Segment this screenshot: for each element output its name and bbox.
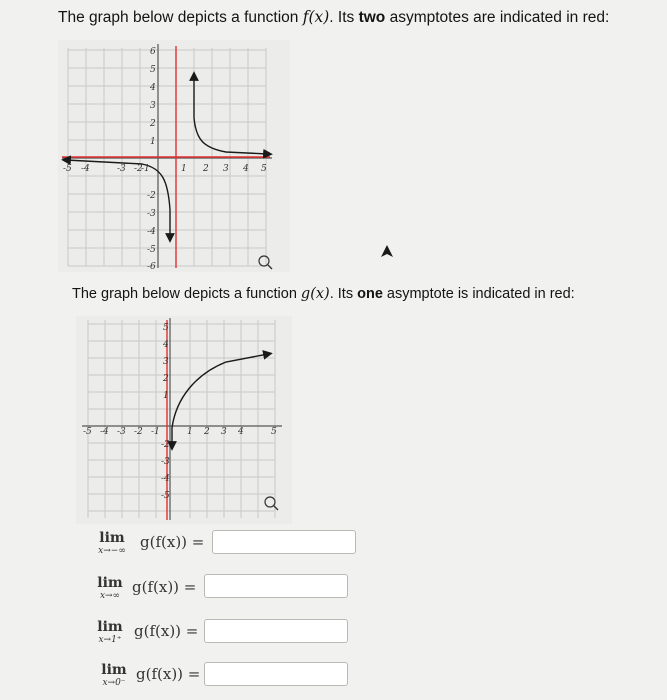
lim-expression: g(f(x)) =: [140, 533, 205, 551]
graph-f-y-label: -6: [147, 262, 156, 272]
limit-row-2: [90, 575, 197, 601]
graph-g-y-label: 2: [163, 374, 169, 384]
graph-g-y-label: -5: [161, 491, 170, 501]
heading-g-bold: one: [357, 286, 383, 302]
answer-input-4[interactable]: [204, 662, 348, 686]
lim-word: lim: [97, 619, 123, 635]
graph-f-x-label: -3: [117, 164, 126, 174]
graph-g-y-label: -4: [161, 474, 170, 484]
limit-row-3: [90, 619, 199, 645]
graph-f: [58, 40, 290, 272]
answer-input-1[interactable]: [212, 530, 356, 554]
graph-f-x-label: 2: [203, 164, 209, 174]
heading-f-bold: two: [358, 9, 386, 26]
heading-g-suffix: asymptote is indicated in red:: [382, 286, 575, 302]
graph-f-y-label: 5: [150, 65, 156, 75]
graph-g-x-label: 1: [187, 427, 193, 437]
graph-g-y-label: 1: [163, 391, 169, 401]
graph-f-x-label: 4: [243, 164, 249, 174]
graph-g: [76, 316, 292, 524]
answer-input-2[interactable]: [204, 574, 348, 598]
graph-f-y-label: 2: [150, 119, 156, 129]
graph-g-x-label: -4: [100, 427, 109, 437]
lim-word: lim: [99, 530, 125, 546]
lim-expression: g(f(x)) =: [132, 578, 197, 596]
answer-input-3[interactable]: [204, 619, 348, 643]
lim-word: lim: [101, 662, 127, 678]
graph-g-x-label: -1: [151, 427, 160, 437]
heading-g-prefix: The graph below depicts a function: [72, 286, 301, 302]
graph-g-x-label: 3: [221, 427, 227, 437]
heading-f-prefix: The graph below depicts a function: [58, 9, 303, 26]
lim-word: lim: [97, 575, 123, 591]
heading-g: [72, 286, 575, 302]
graph-f-y-label: 4: [150, 83, 156, 93]
graph-g-background: [76, 316, 292, 524]
lim-subscript: x→0⁻: [102, 678, 126, 688]
graph-f-x-label: -2: [134, 164, 143, 174]
graph-f-y-label: 3: [150, 101, 156, 111]
graph-f-x-label: 3: [223, 164, 229, 174]
heading-g-func: g(x): [300, 286, 330, 302]
limit-row-1: [92, 530, 205, 556]
graph-f-y-label: 1: [150, 137, 156, 147]
graph-g-y-label: 5: [163, 323, 169, 333]
graph-g-x-label: -3: [117, 427, 126, 437]
heading-f-suffix: asymptotes are indicated in red:: [385, 9, 610, 26]
lim-subscript: x→1⁺: [98, 635, 122, 645]
mouse-cursor-icon: [380, 244, 394, 260]
limit-row-4: [94, 662, 201, 688]
lim-expression: g(f(x)) =: [136, 665, 201, 683]
graph-g-x-label: -5: [83, 427, 92, 437]
graph-f-y-label: -4: [147, 227, 156, 237]
graph-g-x-label: 5: [271, 427, 277, 437]
lim-expression: g(f(x)) =: [134, 622, 199, 640]
graph-f-x-label: 1: [181, 164, 187, 174]
graph-g-x-label: 2: [204, 427, 210, 437]
heading-f-middle: . Its: [329, 9, 359, 26]
graph-f-x-label: -4: [81, 164, 90, 174]
graph-g-x-label: 4: [238, 427, 244, 437]
graph-f-x-label: -5: [63, 164, 72, 174]
graph-g-y-label: -2: [161, 440, 170, 450]
heading-f: [58, 8, 609, 27]
heading-f-func: f(x): [302, 8, 330, 26]
graph-g-y-label: -3: [161, 457, 170, 467]
lim-subscript: x→−∞: [98, 546, 126, 556]
graph-f-background: [58, 40, 290, 272]
graph-f-y-label: -5: [147, 245, 156, 255]
graph-f-x-label: 5: [261, 164, 267, 174]
graph-f-y-label: -2: [147, 191, 156, 201]
graph-g-y-label: 3: [163, 357, 169, 367]
heading-g-middle: . Its: [329, 286, 358, 302]
graph-f-x-label: -1: [141, 164, 150, 174]
graph-f-y-label: -3: [147, 209, 156, 219]
graph-g-x-label: -2: [134, 427, 143, 437]
lim-subscript: x→∞: [99, 591, 121, 601]
graph-g-y-label: 4: [163, 340, 169, 350]
graph-f-y-label: 6: [150, 47, 156, 57]
